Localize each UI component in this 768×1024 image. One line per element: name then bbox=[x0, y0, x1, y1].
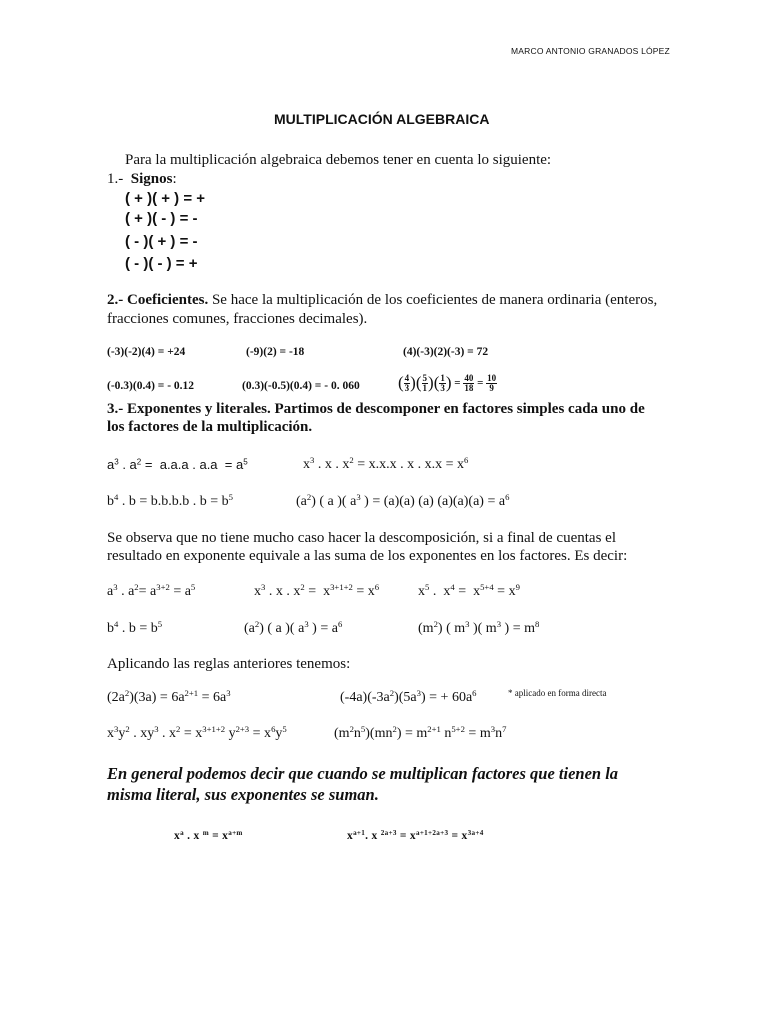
observation-text-cont: resultado en exponente equivale a las suma de los exponentes en los factores. Es decir: bbox=[107, 548, 628, 564]
coefficients-paragraph bbox=[107, 292, 657, 309]
applied-example: $x^3y^2$ . $xy^3$ . $x^2 = x^{3+1+2}$ $y^{2+3} = x^6y^5$ bbox=[107, 724, 287, 741]
signs-label: Signos bbox=[130, 171, 173, 187]
coef-example: (-9)(2) = -18 bbox=[246, 346, 305, 358]
exponents-heading-cont: los factores de la multiplicación. bbox=[107, 419, 313, 435]
applied-example: $(m^2n^5)(mn^2) = m^{2+1}$ $n^{5+2} = m^3n^7$ bbox=[334, 724, 507, 741]
sum-example: $(a^2)$ ( a )( $a^3$ ) = $a^6$ bbox=[244, 619, 343, 636]
applied-example: $(-4a)(-3a^2)(5a^3)$ = + $60a^6$ bbox=[340, 688, 477, 705]
general-formula: $x^a$ . x $^m = x^{a+m}$ bbox=[174, 829, 243, 842]
author-header: MARCO ANTONIO GRANADOS LÓPEZ bbox=[511, 46, 670, 56]
coef-example: (-0.3)(0.4) = - 0.12 bbox=[107, 380, 195, 392]
coefficients-heading: 2.- Coeficientes. bbox=[107, 292, 209, 308]
example-formula: $x^{a+1}$. x $^{2a+3} = x^{a+1+2a+3} = x^{3a+4}$ bbox=[347, 829, 484, 842]
coef-example: (4)(-3)(2)(-3) = 72 bbox=[403, 346, 489, 358]
sum-example: $b^4$ . $b = b^5$ bbox=[107, 619, 163, 636]
fraction-example: ( $\frac{4}{3}$ )( $\frac{5}{1}$ )( $\frac{1}{3}$ ) = $\frac{40}{18}$ = $\frac{10}{9}$ bbox=[398, 372, 497, 393]
sum-example: $x^5$ . $x^4 = x^{5+4} = x^9$ bbox=[418, 582, 520, 599]
exponent-example: $x^3$ . x . $x^2 = x.x.x$ . x . $x.x = x^6$ bbox=[303, 455, 469, 472]
applying-text: Aplicando las reglas anteriores tenemos: bbox=[107, 656, 351, 672]
coef-example: (0.3)(-0.5)(0.4) = - 0. 060 bbox=[242, 380, 360, 392]
exponent-example: $a^3$ . $a^2 = a.a.a$ . $a.a = a^5$ bbox=[107, 457, 248, 472]
sign-rule: ( - )( - ) = + bbox=[125, 255, 198, 272]
sum-example: $(m^2)$ ( $m^3$ )( $m^3$ ) = $m^8$ bbox=[418, 619, 540, 636]
coefficients-text-cont: fracciones comunes, fracciones decimales). bbox=[107, 311, 368, 327]
signs-number: 1.- bbox=[107, 171, 124, 187]
signs-heading bbox=[107, 171, 177, 188]
sign-rule: ( - )( + ) = - bbox=[125, 233, 198, 250]
sum-example: $x^3$ . x . $x^2 = x^{3+1+2} = x^6$ bbox=[254, 582, 380, 599]
exponents-heading: 3.- Exponentes y literales. Partimos de descomponer en factores simples cada uno de bbox=[107, 401, 645, 417]
exponent-example: $b^4$ . b = b.b.b.b . $b = b^5$ bbox=[107, 492, 233, 509]
coefficients-text: Se hace la multiplicación de los coeficientes de manera ordinaria (enteros, bbox=[208, 292, 658, 308]
exponent-example: $(a^2)$ ( a )( $a^3$ ) = (a)(a) (a) $(a)(a)(a) = a^6$ bbox=[296, 492, 510, 509]
sum-example: $a^3$ . $a^2= a^{3+2} = a^5$ bbox=[107, 582, 196, 599]
page-title: MULTIPLICACIÓN ALGEBRAICA bbox=[274, 111, 490, 127]
applied-example: $(2a^2)(3a) = 6a^{2+1} = 6a^3$ bbox=[107, 688, 231, 705]
coef-example: (-3)(-2)(4) = +24 bbox=[107, 346, 186, 358]
conclusion-text-cont: misma literal, sus exponentes se suman. bbox=[107, 785, 379, 804]
intro-text: Para la multiplicación algebraica debemos tener en cuenta lo siguiente: bbox=[125, 152, 552, 168]
applied-note: * aplicado en forma directa bbox=[508, 688, 607, 698]
sign-rule: ( + )( + ) = + bbox=[125, 190, 206, 207]
observation-text: Se observa que no tiene mucho caso hacer la descomposición, si a final de cuentas el bbox=[107, 530, 616, 546]
sign-rule: ( + )( - ) = - bbox=[125, 210, 198, 227]
conclusion-text: En general podemos decir que cuando se multiplican factores que tienen la bbox=[107, 764, 619, 783]
signs-colon: : bbox=[172, 171, 177, 187]
